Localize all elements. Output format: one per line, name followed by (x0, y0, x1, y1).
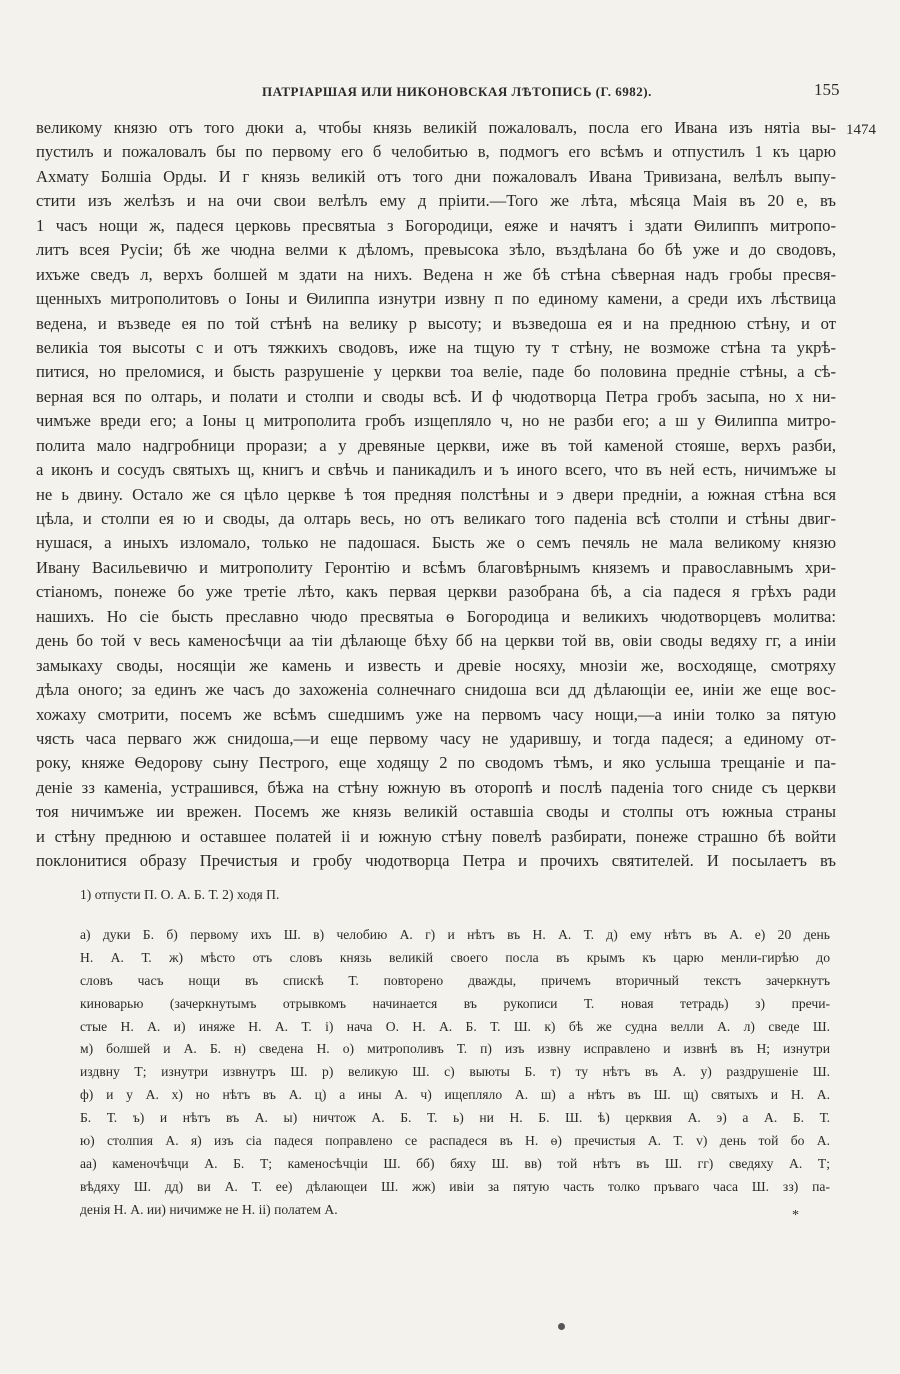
text-line: ведена, и възведе ея по той стѣнѣ на велику р высоту; и възведоша ея и на преднюю стѣну, и от (36, 313, 836, 333)
text-line: деніе зз каменіа, устрашився, бѣжа на стѣну южную въ оторопѣ и послѣ паденіа того сниде съ церкви (36, 777, 836, 797)
text-line: пустилъ и пожаловалъ бы по первому его б челобитью в, подмогъ его всѣмъ и отпустилъ 1 къ царю (36, 142, 836, 162)
text-line: нушася, а иныхъ изломало, только не падошася. Бысть же о семъ печяль не мала великому князю (36, 533, 836, 553)
margin-year: 1474 (846, 122, 876, 138)
text-line: полита мало надгробници прорази; а у древяные церкви, иже въ той каменой стояше, верхъ разби, (36, 435, 836, 455)
asterisk-mark: * (792, 1208, 799, 1223)
text-line: 1 часъ нощи ж, падеся церковь пресвятыа з Богородици, еяже и начятъ і здати Ѳилиппъ митропо- (36, 215, 836, 235)
footnote-line: Б. Т. ъ) и нѣтъ въ А. ы) ничтож А. Б. Т. ь) ни Н. Б. Ш. ѣ) церквия А. э) а А. Б. Т. (80, 1110, 830, 1126)
text-line: а иконъ и сосудъ святыхъ щ, книгъ и свѣчь и паникадилъ и ъ иного всего, что въ ней есть, ничимъже ы (36, 460, 836, 480)
page-header (0, 80, 900, 106)
text-line: верная вся по олтарь, и полати и столпи и своды всѣ. И ф чюдотворца Петра гробъ засыпа, но х ни- (36, 386, 836, 406)
text-line: чясть часа перваго жж снидоша,—и еще первому часу не ударившу, и тогда падеся; а единому от- (36, 728, 836, 748)
footnote-line: стые Н. А. и) иняже Н. А. Т. і) нача О. Н. А. Б. Т. Ш. к) бѣ же судна велли А. л) сведе Ш. (80, 1018, 830, 1034)
text-line: великіа тоя высоты с и отъ тяжкихъ сводовъ, иже на тщую ту т стѣну, не возможе стѣна та укрѣ- (36, 337, 836, 357)
footnote-line: вѣдяху Ш. дд) ви А. Т. ее) дѣлающеи Ш. жж) ивіи за пятую часть толко пръваго часа Ш. зз) па- (80, 1178, 830, 1194)
page-number: 155 (814, 80, 840, 99)
text-line: хожаху смотрити, посемъ же всѣмъ сшедшимъ уже на первомъ часу нощи,—а иніи толко за пятую (36, 704, 836, 724)
text-line: Ахмату Болшіа Орды. И г князь великій отъ того дни пожаловалъ Ивана Тривизана, велѣлъ выпу- (36, 166, 836, 186)
text-line: и стѣну преднюю и оставшее полатей іі и южную стѣну повелѣ разбирати, понеже страшно бѣ войти (36, 826, 836, 846)
text-line: литъ всея Русіи; бѣ же чюдна велми к дѣломъ, превысока зѣло, въздѣлана бо бѣ уже и до сводовъ, (36, 240, 836, 260)
text-line: року, княже Ѳедорову сыну Пестрого, еще ходящу 2 по сводомъ тѣмъ, и яко услыша трещаніе и па- (36, 753, 836, 773)
footnote-line: издвну Т; изнутри извнутръ Ш. р) великую Ш. с) выюты Б. т) ту нѣтъ въ А. у) раздрушеніе Ш. (80, 1064, 830, 1080)
footnote-line: Н. А. Т. ж) мѣсто отъ словъ князь великій своего посла въ крымъ къ царю менли-гирѣю до (80, 949, 830, 965)
text-line: щенныхъ митрополитовъ о Іоны и Ѳилиппа изнутри извну п по единому камени, а среди ихъ лѣствица (36, 289, 836, 309)
text-line: поклонитися образу Пречистыя и гробу чюдотворца Петра и прочихъ святителей. И посылаетъ въ (36, 851, 836, 871)
footnote-line: а) дуки Б. б) первому ихъ Ш. в) челобию А. г) и нѣтъ въ Н. А. Т. д) ему нѣтъ въ А. е) 20 день (80, 927, 830, 942)
numeric-footnotes (80, 884, 820, 907)
text-line: Ивану Васильевичю и митрополиту Геронтію и всѣмъ благовѣрнымъ княземъ и православнымъ хри- (36, 557, 836, 577)
text-line: чимъже вреди его; а Іоны ц митрополита гробъ изщепляло ч, но не разби его; а ш у Ѳилиппа митро- (36, 411, 836, 431)
text-line: цѣла, и столпи ея ю и своды, да олтарь весь, но отъ великаго того паденіа всѣ столпи и стѣны двиг- (36, 509, 836, 528)
ink-dot (558, 1323, 565, 1330)
text-line: день бо той v весь каменосѣчци аа тіи дѣлающе бѣху бб на церкви той вв, овіи своды ведяху гг, а иніи (36, 631, 836, 651)
text-line: стіаномъ, понеже бо уже третіе лѣто, какъ первая церкви разобрана бѣ, а сіа падеся я грѣхъ ради (36, 582, 836, 602)
text-line: ихъже сведъ л, верхъ болшей м здати на нихъ. Ведена н же бѣ стѣна сѣверная надъ гробы пресвя- (36, 264, 836, 284)
letter-footnotes (80, 924, 830, 1222)
text-line: дѣла оного; за единъ же часъ до захоженіа солнечнаго снидоша вси дд дѣлающіи ее, иніи же еще вос- (36, 680, 836, 700)
footnote-line: ю) столпия А. я) изъ сіа падеся поправлено се распадеся въ Н. ѳ) пречистыя А. Т. v) день той бо А. (80, 1133, 830, 1149)
footnote-line: аа) каменочѣчци А. Б. Т; каменосѣчціи Ш. бб) бяху Ш. вв) той нѣтъ въ Ш. гг) сведяху А. Т; (80, 1155, 830, 1171)
running-title: ПАТРІАРШАЯ ИЛИ НИКОНОВСКАЯ ЛѢТОПИСЬ (Г. 6982). (262, 84, 652, 99)
text-line: замыкаху своды, носящіи же камень и известь и древіе носяху, мнозіи же, восходяще, смотряху (36, 655, 836, 675)
text-line: великому князю отъ того дюки а, чтобы князь великій пожаловалъ, посла его Ивана изъ нятіа вы- (36, 118, 836, 137)
footnote-line: м) болшей и А. Б. н) сведена Н. о) митрополивъ Т. п) изъ извну исправлено и извнѣ въ Н; изнутри (80, 1041, 830, 1057)
text-line: тоя ничимъже ии врежен. Посемъ же князь великій оставшіа своды и столпы отъ южныа страны (36, 802, 836, 822)
footnote-line: ф) и у А. х) но нѣтъ въ А. ц) а ины А. ч) ищепляло А. ш) а нѣтъ въ Ш. щ) святыхъ и Н. А. (80, 1087, 830, 1103)
footnote-line: денія Н. А. ии) ничимже не Н. іі) полатем А. (80, 1201, 338, 1217)
footnote-line: киноварью (зачеркнутымъ отрывкомъ начинается въ рукописи Т. новая тетрадь) з) пречи- (80, 995, 830, 1011)
text-line: питися, но преломися, и бысть разрушеніе у церкви тоа веліе, паде бо половина предніе стѣны, а сѣ- (36, 362, 836, 382)
main-text (36, 116, 836, 874)
text-line: нашихъ. Но сіе бысть преславно чюдо пресвятыа ѳ Богородица и великихъ чюдотворцевъ молитва: (36, 606, 836, 626)
text-line: не ь двину. Остало же ся цѣло церкве ѣ тоя предняя полстѣны и э двери предніи, а южная стѣна вся (36, 484, 836, 504)
footnote-line: словъ часъ нощи въ спискѣ Т. повторено дважды, причемъ вторичный текстъ зачеркнутъ (80, 972, 830, 988)
text-line: стити изъ желѣзъ и на очи свои велѣлъ ему д пріити.—Того же лѣта, мѣсяца Маія въ 20 е, въ (36, 191, 836, 211)
footnote-line: 1) отпусти П. О. А. Б. Т. 2) ходя П. (80, 887, 280, 902)
